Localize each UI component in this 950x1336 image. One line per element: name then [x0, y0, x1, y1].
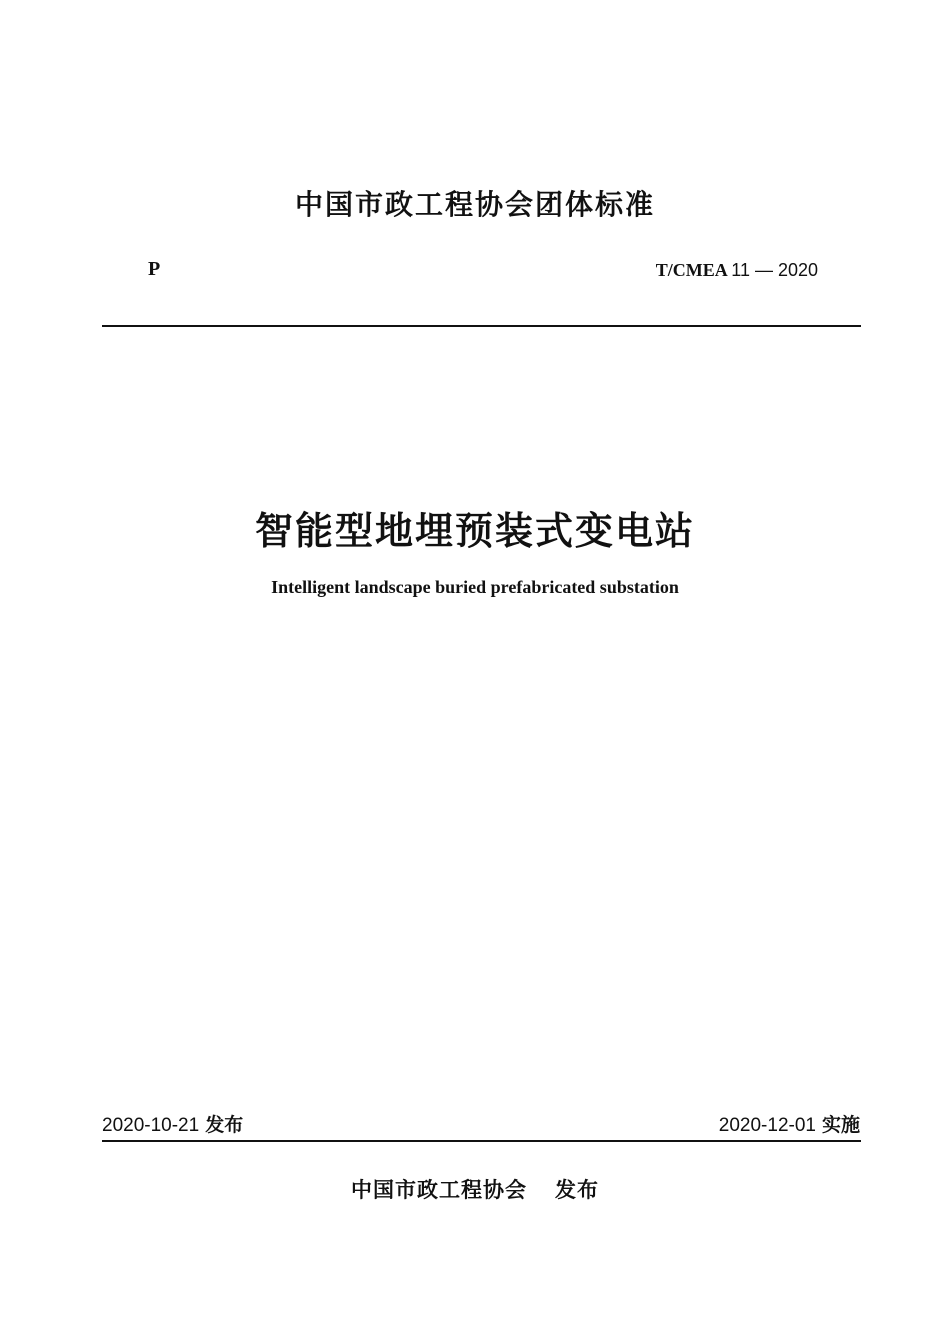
- publisher-name: 中国市政工程协会: [351, 1178, 527, 1202]
- standard-number: [656, 260, 818, 281]
- issue-label: 发布: [205, 1114, 244, 1136]
- publisher-line: [0, 1174, 950, 1204]
- classification-code: P: [148, 258, 161, 280]
- top-divider: [102, 325, 861, 327]
- effective-label: 实施: [821, 1114, 860, 1136]
- effective-date: 2020-12-01: [718, 1115, 816, 1136]
- publisher-action: 发布: [555, 1178, 599, 1202]
- document-title-chinese: 智能型地埋预装式变电站: [254, 509, 695, 553]
- issue-date-line: [102, 1110, 243, 1137]
- issue-date: 2020-10-21: [102, 1115, 200, 1136]
- organization-standard-heading: 中国市政工程协会团体标准: [294, 188, 655, 221]
- bottom-divider: [102, 1140, 861, 1142]
- standard-number-value: 11 — 2020: [731, 260, 818, 280]
- document-title-english: Intelligent landscape buried prefabricated substation: [271, 577, 679, 597]
- standard-number-prefix: T/CMEA: [655, 260, 727, 280]
- effective-date-line: [719, 1110, 860, 1137]
